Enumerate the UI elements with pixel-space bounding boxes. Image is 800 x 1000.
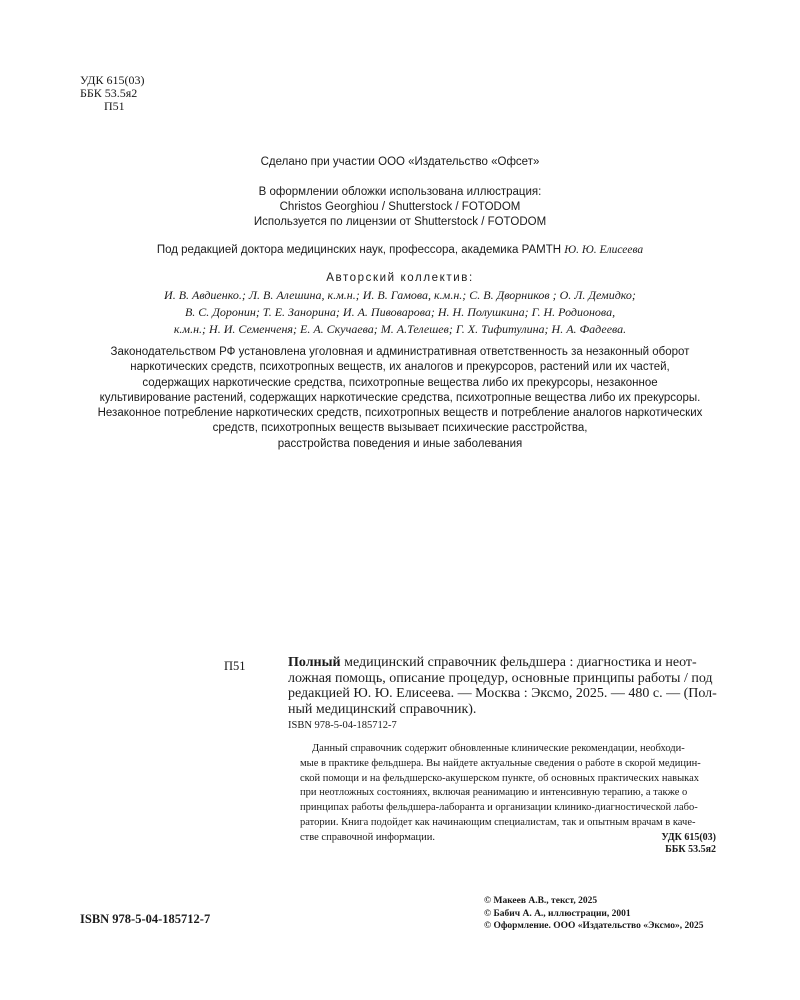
main-isbn: ISBN 978-5-04-185712-7	[80, 912, 211, 926]
authors-heading: Авторский коллектив:	[326, 272, 474, 284]
legal-line: средств, психотропных веществ вызывает психические расстройства,	[212, 422, 588, 435]
authors-line: И. В. Авдиенко.; Л. В. Алешина, к.м.н.; И. В. Гамова, к.м.н.; С. В. Дворников ; О. Л. Демидко;	[164, 288, 636, 302]
catalog-bbk: ББК 53.5я2	[665, 844, 716, 855]
bbk-code: ББК 53.5я2	[80, 86, 138, 100]
abstract-line: мые в практике фельдшера. Вы найдете актуальные сведения о работе в скорой медицин-	[300, 757, 701, 769]
entry-line: редакцией Ю. Ю. Елисеева. — Москва : Эксмо, 2025. — 480 с. — (Пол-	[288, 686, 717, 701]
abstract-line: стве справочной информации.	[300, 831, 435, 843]
authors-list	[0, 287, 800, 338]
editor-name: Ю. Ю. Елисеева	[564, 244, 644, 256]
authors-line: к.м.н.; Н. И. Семенченя; Е. А. Скучаева; М. А.Телешев; Г. Х. Тифитулина; Н. А. Фадеева.	[173, 322, 627, 336]
abstract-line: принципах работы фельдшера-лаборанта и организации клинико-диагностической лабо-	[300, 802, 698, 814]
legal-line: Незаконное потребление наркотических средств, психотропных веществ и потребление аналогов наркотических	[97, 407, 703, 420]
copyright-line: © Оформление. ООО «Издательство «Эксмо», 2025	[484, 921, 704, 931]
authors-line: В. С. Доронин; Т. Е. Занорина; И. А. Пивоварова; Н. Н. Полушкина; Г. Н. Родионова,	[184, 305, 616, 319]
book-abstract	[288, 742, 716, 846]
legal-line: Законодательством РФ установлена уголовная и административная ответственность за незаконный оборот	[110, 346, 690, 358]
cover-illustration-note	[0, 185, 800, 230]
legal-line: культивирование растений, содержащих наркотические средства, психотропные вещества либо их прекурсоры.	[99, 391, 701, 404]
made-with-note: Сделано при участии ООО «Издательство «Офсет»	[260, 156, 540, 168]
legal-notice	[0, 345, 800, 452]
entry-line: ный медицинский справочник).	[288, 701, 477, 717]
entry-title-bold: Полный	[288, 655, 341, 670]
abstract-line: ратории. Книга подойдет как начинающим специалистам, так и опытным врачам в каче-	[300, 816, 696, 828]
legal-line: наркотических средств, психотропных веществ, их аналогов и прекурсоров, растений или их частей,	[130, 361, 670, 374]
catalog-code: П51	[224, 659, 246, 673]
abstract-line: при неотложных состояниях, включая реанимацию и интенсивную терапию, а также о	[300, 787, 688, 799]
editor-note	[0, 244, 800, 256]
classification-block	[80, 74, 144, 113]
cover-line: В оформлении обложки использована иллюстрация:	[258, 186, 542, 198]
copyright-line: © Макеев А.В., текст, 2025	[484, 896, 598, 906]
copyright-line: © Бабич А. А., иллюстрации, 2001	[484, 908, 631, 919]
catalog-udk: УДК 615(03)	[661, 832, 716, 843]
udk-code: УДК 615(03)	[80, 73, 145, 87]
abstract-line: Данный справочник содержит обновленные клинические рекомендации, необходи-	[312, 743, 685, 754]
author-mark: П51	[104, 99, 125, 113]
copyright-block	[484, 895, 703, 933]
catalog-isbn: ISBN 978-5-04-185712-7	[288, 720, 397, 731]
legal-line: содержащих наркотические средства, психотропные вещества либо их прекурсоры, незаконное	[142, 376, 658, 389]
entry-line: медицинский справочник фельдшера : диагностика и неот-	[344, 655, 697, 670]
entry-line: ложная помощь, описание процедур, основные принципы работы / под	[288, 670, 713, 686]
legal-line: расстройства поведения и иные заболевания	[277, 437, 523, 450]
cover-line: Используется по лицензии от Shutterstock / FOTODOM	[253, 216, 547, 228]
catalog-entry	[288, 655, 716, 717]
cover-line: Christos Georghiou / Shutterstock / FOTODOM	[279, 201, 521, 213]
catalog-classification	[560, 832, 716, 856]
abstract-line: ской помощи и на фельдшерско-акушерском пункте, об основных практических навыках	[300, 772, 699, 784]
editor-prefix: Под редакцией доктора медицинских наук, профессора, академика РАМТН	[156, 244, 562, 256]
